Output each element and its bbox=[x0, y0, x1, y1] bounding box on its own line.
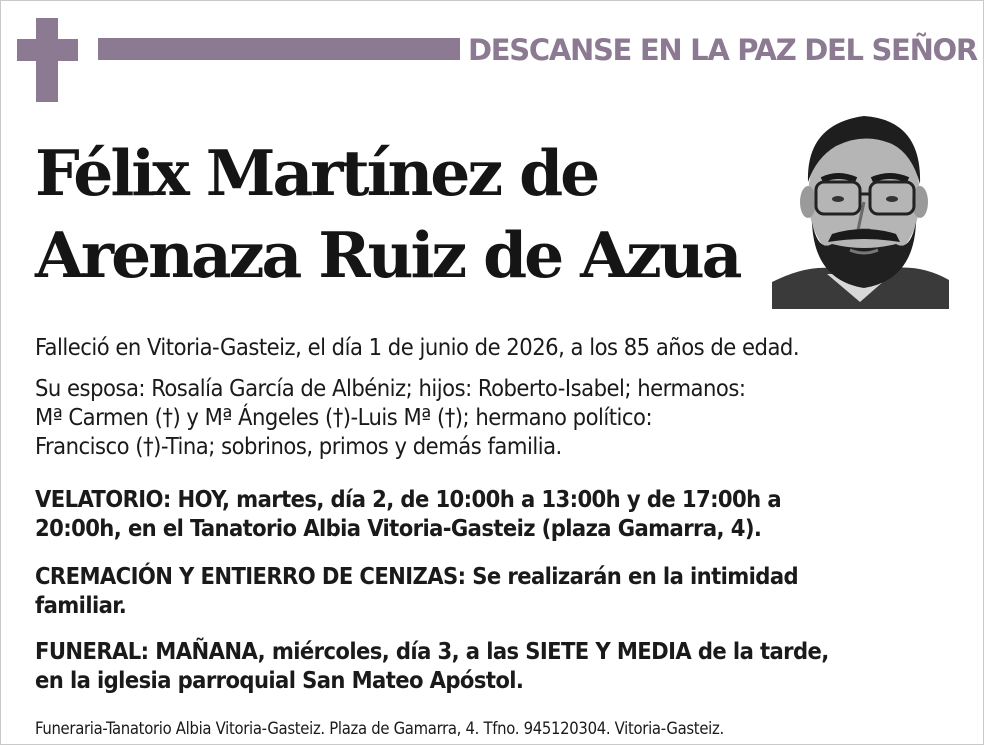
death-notice: Falleció en Vitoria-Gasteiz, el día 1 de junio de 2026, a los 85 años de edad. bbox=[35, 333, 800, 361]
cremacion-line: CREMACIÓN Y ENTIERRO DE CENIZAS: Se realizarán en la intimidad bbox=[35, 562, 799, 590]
family-line: Mª Carmen (†) y Mª Ángeles (†)-Luis Mª (†); hermano político: bbox=[35, 403, 653, 431]
family-block bbox=[35, 374, 955, 461]
deceased-name bbox=[35, 132, 775, 296]
velatorio-line: 20:00h, en el Tanatorio Albia Vitoria-Gasteiz (plaza Gamarra, 4). bbox=[35, 514, 762, 542]
name-line-1: Félix Martínez de bbox=[35, 136, 598, 210]
name-line-2: Arenaza Ruiz de Azua bbox=[35, 218, 740, 292]
funeral-home-footer: Funeraria-Tanatorio Albia Vitoria-Gasteiz. Plaza de Gamarra, 4. Tfno. 945120304. Vitoria-Gasteiz. bbox=[35, 719, 724, 738]
header-divider-bar bbox=[98, 38, 460, 60]
cross-icon-arm bbox=[17, 39, 78, 61]
funeral-line: en la iglesia parroquial San Mateo Apóstol. bbox=[35, 666, 524, 694]
cremacion-block bbox=[35, 562, 955, 620]
velatorio-block bbox=[35, 485, 955, 543]
velatorio-line: VELATORIO: HOY, martes, día 2, de 10:00h a 13:00h y de 17:00h a bbox=[35, 485, 782, 513]
funeral-line: FUNERAL: MAÑANA, miércoles, día 3, a las SIETE Y MEDIA de la tarde, bbox=[35, 637, 829, 665]
family-line: Su esposa: Rosalía García de Albéniz; hijos: Roberto-Isabel; hermanos: bbox=[35, 374, 746, 402]
cremacion-line: familiar. bbox=[35, 591, 127, 619]
family-line: Francisco (†)-Tina; sobrinos, primos y demás familia. bbox=[35, 432, 562, 460]
funeral-block bbox=[35, 637, 955, 695]
header-title: DESCANSE EN LA PAZ DEL SEÑOR bbox=[468, 33, 977, 67]
portrait-photo bbox=[772, 102, 949, 309]
